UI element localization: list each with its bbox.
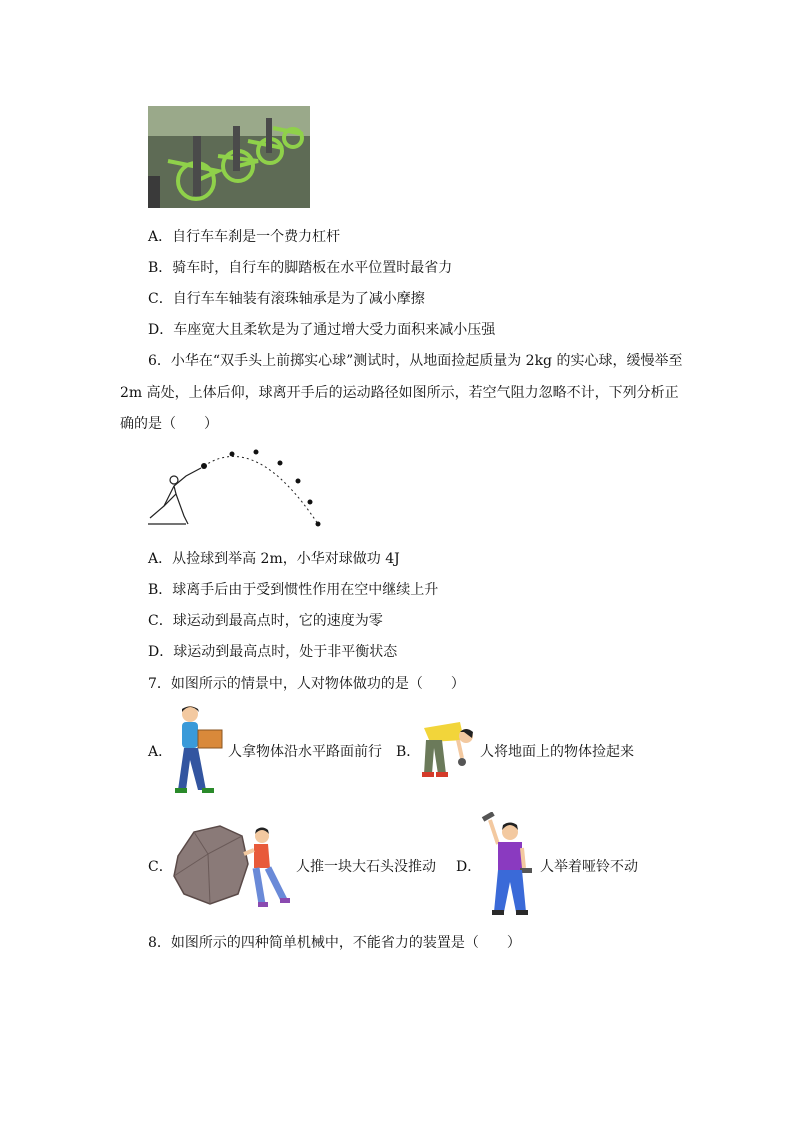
q7-option-c-letter: C． bbox=[148, 859, 173, 875]
person-picking-up-figure bbox=[420, 718, 480, 780]
person-carrying-box-figure bbox=[172, 704, 228, 798]
person-pushing-rock-figure bbox=[172, 824, 292, 908]
q8-stem: 8．如图所示的四种简单机械中，不能省力的装置是（ ） bbox=[148, 935, 521, 951]
q5-option-b: B．骑车时，自行车的脚踏板在水平位置时最省力 bbox=[148, 260, 453, 276]
bicycle-photo bbox=[148, 106, 310, 208]
q5-option-d: D．车座宽大且柔软是为了通过增大受力面积来减小压强 bbox=[148, 322, 496, 338]
q6-stem-line-2: 2m 高处，上体后仰，球离开手后的运动路径如图所示，若空气阻力忽略不计，下列分析正 bbox=[120, 385, 679, 401]
q5-option-a: A．自行车车刹是一个费力杠杆 bbox=[148, 229, 341, 245]
q7-option-d-letter: D． bbox=[456, 859, 482, 875]
q6-stem-line-1: 6．小华在“双手头上前掷实心球”测试时，从地面捡起质量为 2kg 的实心球，缓慢举至 bbox=[148, 353, 683, 369]
q5-option-c: C．自行车车轴装有滚珠轴承是为了减小摩擦 bbox=[148, 291, 425, 307]
q7-option-d-caption: 人举着哑铃不动 bbox=[540, 859, 638, 875]
person-holding-dumbbell-figure bbox=[480, 812, 540, 920]
q6-option-c: C．球运动到最高点时，它的速度为零 bbox=[148, 613, 383, 629]
q7-option-c-caption: 人推一块大石头没推动 bbox=[296, 859, 436, 875]
q6-stem-line-3: 确的是（ ） bbox=[120, 416, 218, 432]
q7-option-b-letter: B． bbox=[396, 744, 421, 760]
q7-option-a-letter: A． bbox=[148, 744, 173, 760]
q6-option-b: B．球离手后由于受到惯性作用在空中继续上升 bbox=[148, 582, 439, 598]
q6-option-d: D．球运动到最高点时，处于非平衡状态 bbox=[148, 644, 398, 660]
q7-option-a-caption: 人拿物体沿水平路面前行 bbox=[228, 744, 382, 760]
q6-option-a: A．从捡球到举高 2m，小华对球做功 4J bbox=[148, 551, 400, 567]
q7-option-b-caption: 人将地面上的物体捡起来 bbox=[480, 744, 634, 760]
q7-stem: 7．如图所示的情景中，人对物体做功的是（ ） bbox=[148, 676, 465, 692]
ball-throw-figure bbox=[146, 446, 326, 532]
